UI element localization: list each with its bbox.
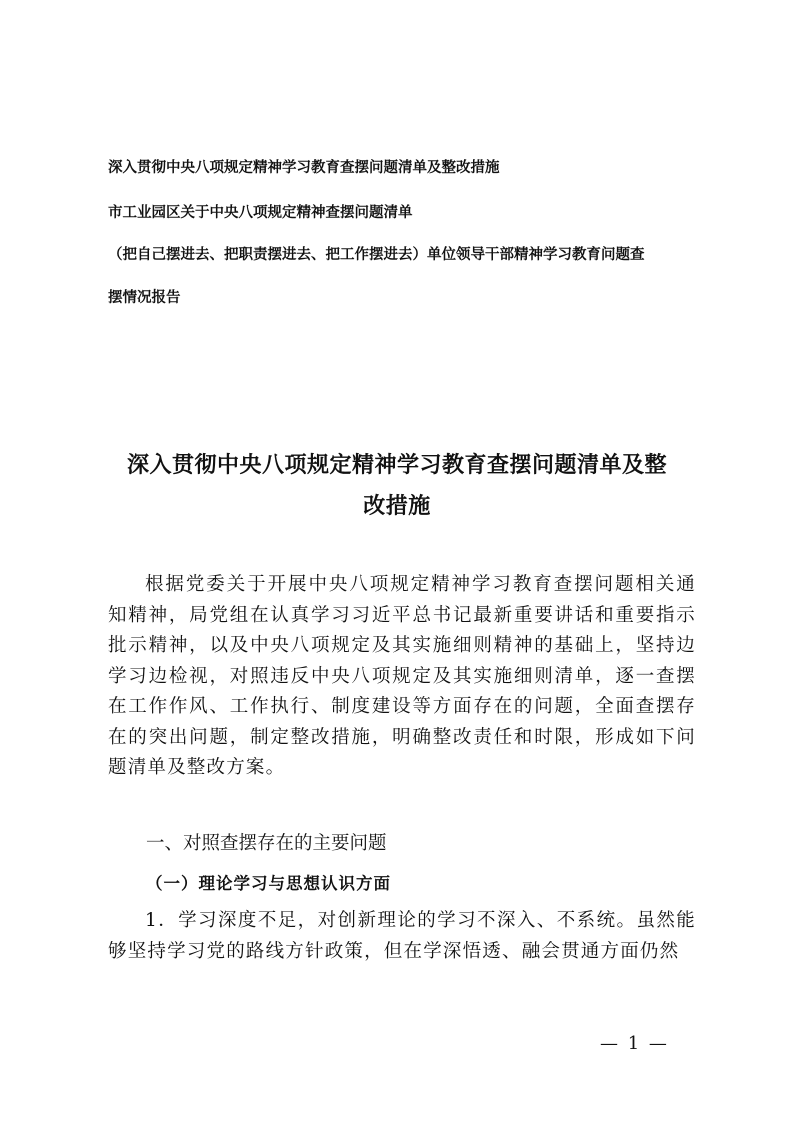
intro-paragraph: 根据党委关于开展中央八项规定精神学习教育查摆问题相关通知精神，局党组在认真学习习近平总书记最新重要讲话和重要指示批示精神，以及中央八项规定及其实施细则精神的基础上，坚持边学习边检视，对照违反中央八项规定及其实施细则清单，逐一查摆在工作作风、工作执行、制度建设等方面存在的问题，全面查摆存在的突出问题，制定整改措施，明确整改责任和时限，形成如下问题清单及整改方案。: [108, 574, 696, 778]
toc-line-3: （把自己摆进去、把职责摆进去、把工作摆进去）单位领导干部精神学习教育问题查: [108, 247, 645, 263]
subsection-1-heading: （一）理论学习与思想认识方面: [146, 874, 391, 893]
toc-line-4: 摆情况报告: [108, 290, 181, 306]
toc-line-1: 深入贯彻中央八项规定精神学习教育查摆问题清单及整改措施: [108, 160, 500, 176]
item-1-paragraph: 1．学习深度不足，对创新理论的学习不深入、不系统。虽然能够坚持学习党的路线方针政策，但在学深悟透、融会贯通方面仍然: [108, 910, 696, 962]
section-1-heading: 一、对照查摆存在的主要问题: [146, 833, 387, 854]
document-title-line-1: 深入贯彻中央八项规定精神学习教育查摆问题清单及整: [126, 453, 667, 478]
document-title-line-2: 改措施: [363, 494, 431, 519]
page-number: — 1 —: [600, 1033, 669, 1054]
toc-line-2: 市工业园区关于中央八项规定精神查摆问题清单: [108, 205, 413, 221]
